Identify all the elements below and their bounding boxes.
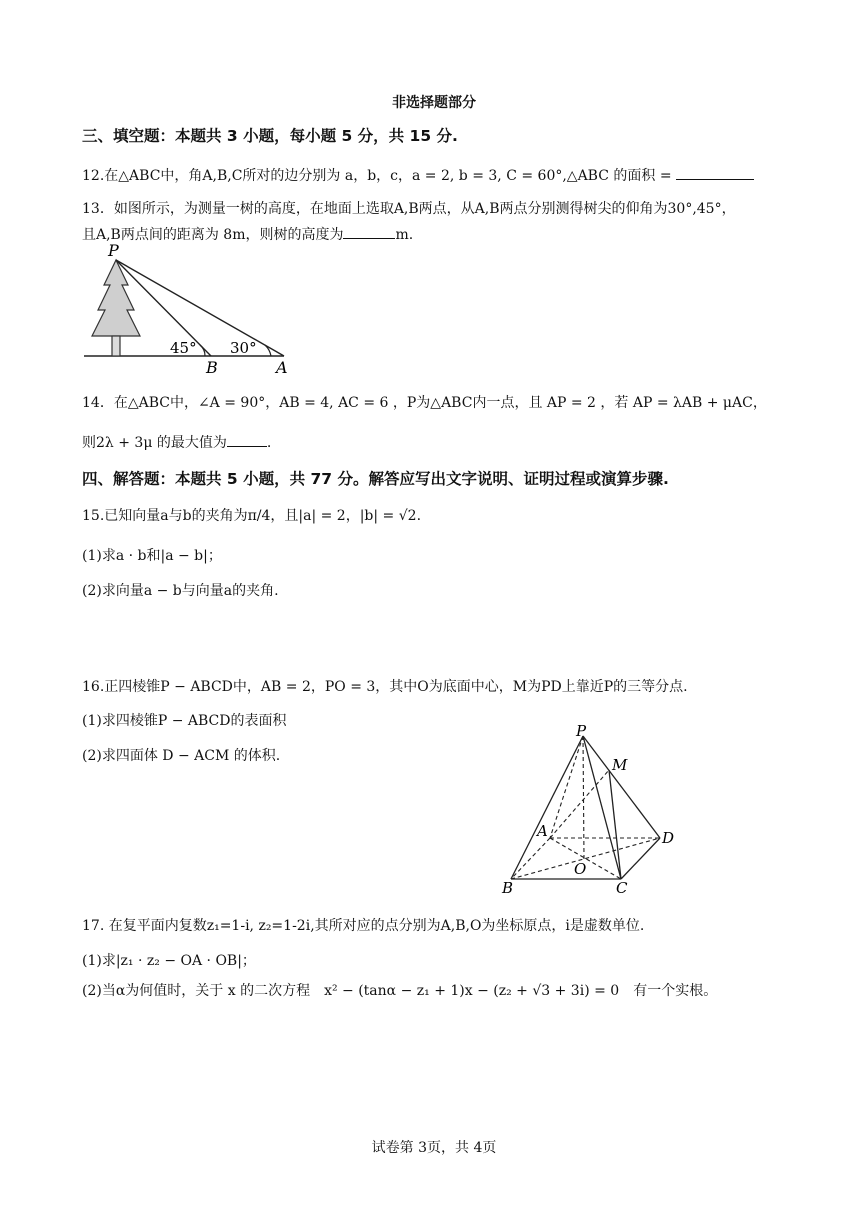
question-13-text: 且A,B两点间的距离为 8m，则树的高度为: [82, 227, 344, 243]
edge-pb: [511, 736, 583, 879]
question-14-end: .: [266, 435, 272, 451]
edge-ab: [511, 838, 550, 879]
tree-icon: [92, 260, 140, 356]
question-14-line2: [82, 432, 271, 453]
edge-am: [550, 770, 609, 838]
edge-pa: [550, 736, 583, 838]
label-c: C: [616, 879, 628, 897]
answer-blank-12: [676, 165, 754, 180]
part4-header: 四、解答题：本题共 5 小题，共 77 分。解答应写出文字说明、证明过程或演算步骤.: [82, 470, 669, 488]
tree-figure: [78, 240, 298, 375]
page-footer: 试卷第 3页，共 4页: [371, 1140, 497, 1156]
question-16-line1: 16.正四棱锥P − ABCD中，AB = 2，PO = 3，其中O为底面中心，M为PD上靠近P的三等分点.: [82, 679, 688, 695]
label-o: O: [574, 860, 587, 878]
label-m: M: [612, 756, 628, 774]
edge-pd: [583, 736, 660, 838]
question-13-unit: m.: [395, 227, 414, 243]
question-16-sub2: (2)求四面体 D − ACM 的体积.: [82, 748, 281, 764]
question-12-text: 12.在△ABC中，角A,B,C所对的边分别为 a，b，c，a = 2, b = 3, C = 60°,△ABC 的面积 =: [82, 168, 672, 184]
label-b: B: [502, 879, 514, 897]
question-12: [82, 165, 754, 186]
label-a: A: [276, 358, 288, 375]
part3-header: 三、填空题：本题共 3 小题，每小题 5 分，共 15 分.: [82, 127, 458, 145]
question-15-line1: 15.已知向量a与b的夹角为π/4，且|a| = 2，|b| = √2.: [82, 508, 422, 524]
edge-po: [583, 736, 584, 859]
label-p: P: [108, 241, 119, 260]
question-14-text: 则2λ + 3μ 的最大值为: [82, 435, 227, 451]
question-16-sub1: (1)求四棱锥P − ABCD的表面积: [82, 713, 287, 729]
question-15-sub1: (1)求a · b和|a − b|；: [82, 548, 222, 564]
label-angle-30: 30°: [230, 339, 257, 357]
label-angle-45: 45°: [170, 339, 197, 357]
section-title: 非选择题部分: [392, 95, 476, 111]
label-d: D: [662, 829, 675, 847]
edge-cd: [621, 838, 660, 879]
pyramid-figure: [495, 722, 685, 897]
answer-blank-14: [227, 432, 267, 447]
question-17-line1: 17. 在复平面内复数z₁=1-i, z₂=1-2i,其所对应的点分别为A,B,O为坐标原点，i是虚数单位.: [82, 918, 645, 934]
question-15-sub2: (2)求向量a − b与向量a的夹角.: [82, 583, 279, 599]
sight-line-a: [116, 260, 284, 356]
question-13-line1: 13．如图所示，为测量一树的高度，在地面上选取A,B两点，从A,B两点分别测得树尖的仰角为30°,45°，: [82, 201, 736, 217]
label-a: A: [537, 822, 548, 840]
label-b: B: [206, 358, 218, 375]
question-14-line1: 14．在△ABC中，∠A = 90°，AB = 4, AC = 6 ，P为△ABC内一点，且 AP = 2 ，若 AP = λAB + μAC，: [82, 395, 767, 411]
label-p: P: [576, 722, 587, 740]
question-17-sub1: (1)求|z₁ · z₂ − OA · OB|；: [82, 953, 256, 969]
edge-mc: [609, 770, 621, 879]
answer-blank-13: [343, 224, 395, 239]
question-17-sub2: (2)当α为何值时，关于 x 的二次方程 x² − (tanα − z₁ + 1)x − (z₂ + √3 + 3i) = 0 有一个实根。: [82, 983, 718, 999]
